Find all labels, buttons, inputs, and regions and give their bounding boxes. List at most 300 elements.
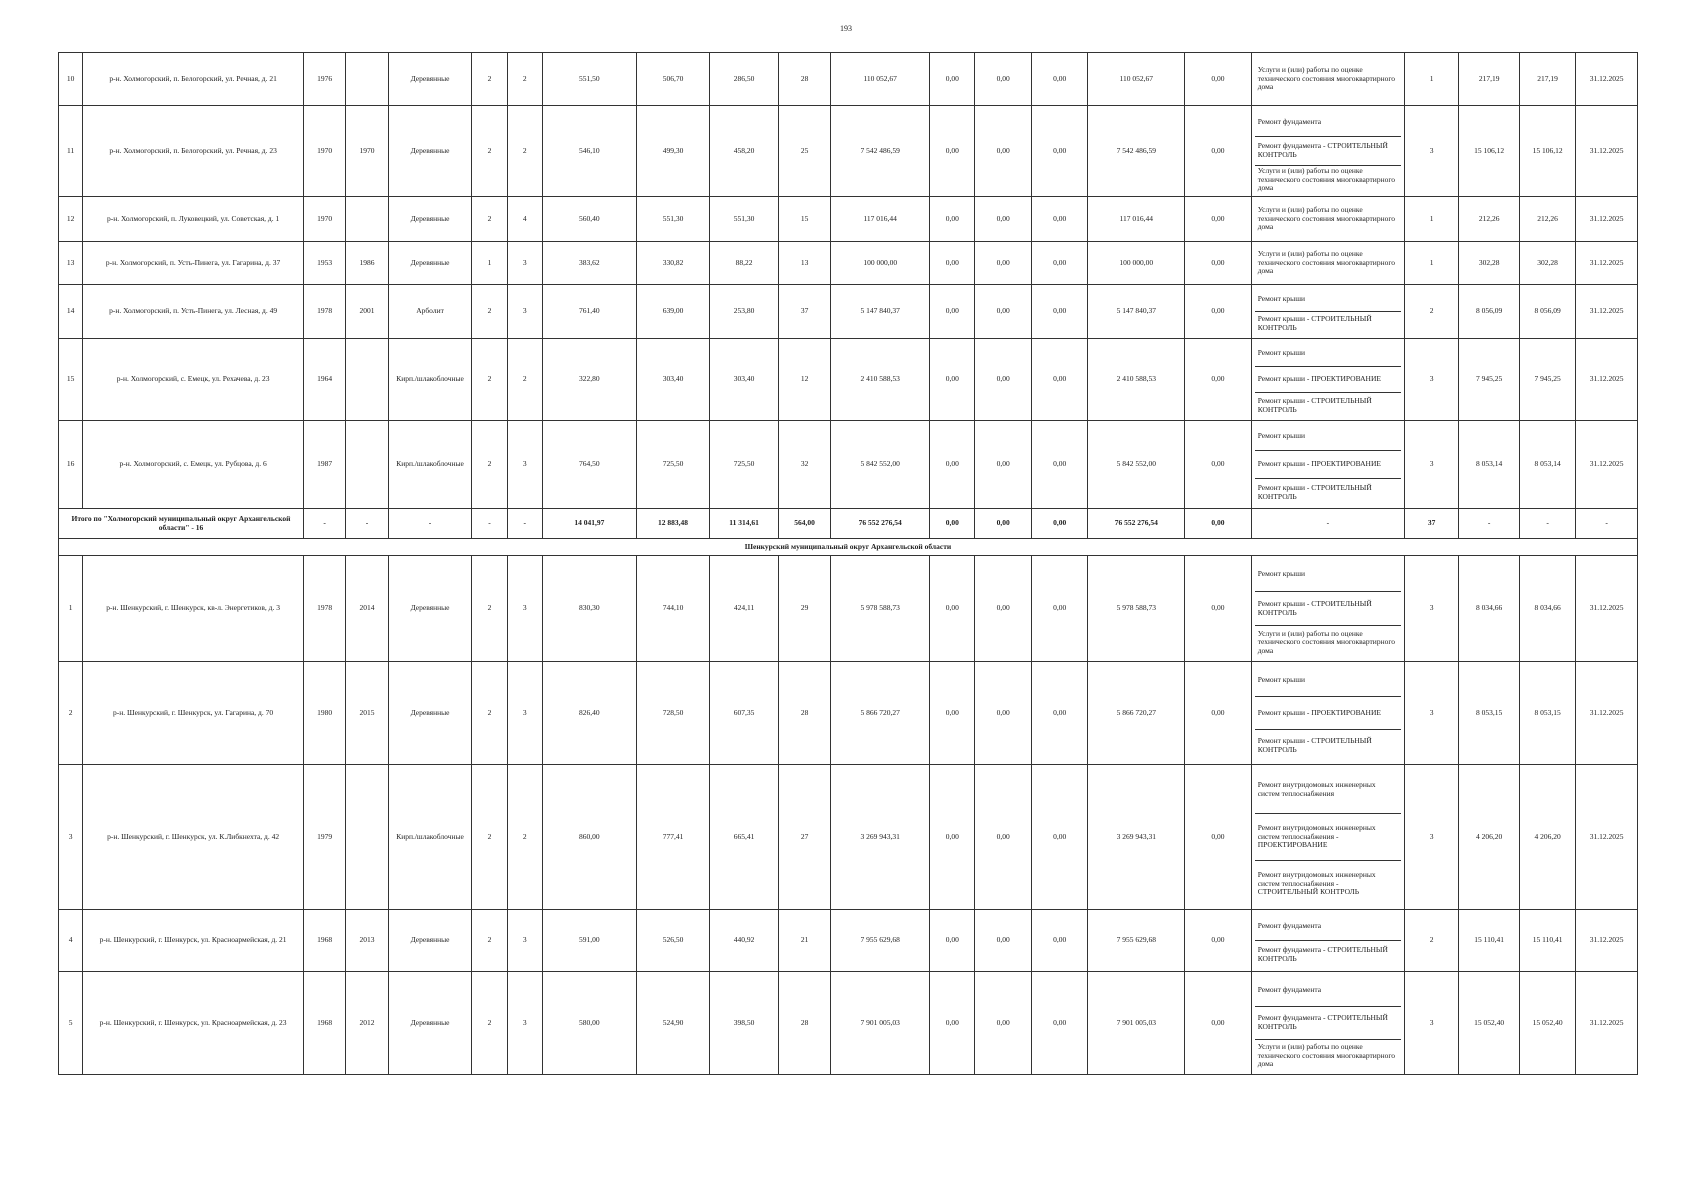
cell-f1: 0,00 (930, 197, 975, 242)
table-row (59, 910, 1638, 972)
cell-date: 31.12.2025 (1576, 339, 1638, 421)
cell-date: 31.12.2025 (1576, 106, 1638, 197)
cell-a2: 524,90 (636, 972, 710, 1075)
cell-uc2: 15 110,41 (1519, 910, 1575, 972)
cell-fund: 7 901 005,03 (1088, 972, 1185, 1075)
cell-date: 31.12.2025 (1576, 556, 1638, 662)
cell-a2: 744,10 (636, 556, 710, 662)
cell-floors: 2 (472, 421, 507, 509)
cell-f5: 0,00 (1185, 662, 1252, 765)
cell-f1: 0,00 (930, 972, 975, 1075)
cell-f5: 0,00 (1185, 53, 1252, 106)
cell-y2: 2014 (346, 556, 388, 662)
cell-a2: 725,50 (636, 421, 710, 509)
cell-y1: 1970 (304, 106, 346, 197)
cell-y2 (346, 339, 388, 421)
cell-a3: 440,92 (710, 910, 779, 972)
work-item: Ремонт крыши - СТРОИТЕЛЬНЫЙ КОНТРОЛЬ (1257, 736, 1372, 754)
cell-f5: 0,00 (1185, 106, 1252, 197)
cell-cnt: 2 (1404, 910, 1458, 972)
work-item: Ремонт крыши (1255, 341, 1401, 367)
cell-y2 (346, 421, 388, 509)
cell-fund: 5 842 552,00 (1088, 421, 1185, 509)
cell-floors: 2 (472, 556, 507, 662)
cell-cnt: 2 (1404, 285, 1458, 339)
cell-address: р-н. Шенкурский, г. Шенкурск, ул. Красноармейская, д. 23 (83, 972, 304, 1075)
cell-n: 3 (59, 765, 83, 910)
table-row (59, 197, 1638, 242)
cell-f3: 0,00 (1031, 765, 1087, 910)
work-item: Ремонт фундамента (1255, 108, 1401, 137)
cell-f1: 0,00 (930, 765, 975, 910)
work-item: Ремонт крыши - ПРОЕКТИРОВАНИЕ (1255, 367, 1401, 393)
work-item: Ремонт крыши (1255, 558, 1401, 592)
cell-a1: 560,40 (542, 197, 636, 242)
capital-repair-table (58, 52, 1638, 1075)
cell-y1: 1970 (304, 197, 346, 242)
table-row (59, 556, 1638, 662)
cell-works (1251, 339, 1404, 421)
total-row: Итого по "Холмогорский муниципальный округ Архангельской области" - 16 - - - - - 14 041,97 12 883,48 11 314,61 564,00 76 552 276,54 0,00 0,00 0,00 76 552 276,54 0,00 - 37 - - - (59, 509, 1638, 539)
cell-n: 1 (59, 556, 83, 662)
cell-a2: 777,41 (636, 765, 710, 910)
cell-people: 28 (778, 972, 830, 1075)
work-item: Ремонт крыши - ПРОЕКТИРОВАНИЕ (1255, 451, 1401, 479)
cell-floors: 2 (472, 662, 507, 765)
cell-uc2: 15 052,40 (1519, 972, 1575, 1075)
cell-a2: 499,30 (636, 106, 710, 197)
work-item: Ремонт крыши - СТРОИТЕЛЬНЫЙ КОНТРОЛЬ (1257, 314, 1372, 332)
work-item: Ремонт внутридомовых инженерных систем теплоснабжения (1255, 767, 1401, 814)
cell-f5: 0,00 (1185, 339, 1252, 421)
cell-a3: 88,22 (710, 242, 779, 285)
cell-f5: 0,00 (1185, 421, 1252, 509)
cell-people: 27 (778, 765, 830, 910)
cell-date: 31.12.2025 (1576, 53, 1638, 106)
cell-cnt: 3 (1404, 106, 1458, 197)
cell-works (1251, 910, 1404, 972)
cell-f5: 0,00 (1185, 285, 1252, 339)
cell-f1: 0,00 (930, 106, 975, 197)
cell-fund: 5 978 588,73 (1088, 556, 1185, 662)
cell-cost: 7 955 629,68 (831, 910, 930, 972)
cell-y1: 1980 (304, 662, 346, 765)
cell-people: 15 (778, 197, 830, 242)
cell-f2: 0,00 (975, 197, 1031, 242)
cell-uc2: 8 034,66 (1519, 556, 1575, 662)
cell-f2: 0,00 (975, 242, 1031, 285)
cell-f5: 0,00 (1185, 972, 1252, 1075)
cell-date: 31.12.2025 (1576, 197, 1638, 242)
cell-address: р-н. Холмогорский, п. Белогорский, ул. Речная, д. 21 (83, 53, 304, 106)
cell-f3: 0,00 (1031, 910, 1087, 972)
cell-n: 16 (59, 421, 83, 509)
cell-n: 11 (59, 106, 83, 197)
cell-cnt: 3 (1404, 556, 1458, 662)
work-item: Ремонт фундамента - СТРОИТЕЛЬНЫЙ КОНТРОЛЬ (1255, 1007, 1401, 1040)
total-cost: 76 552 276,54 (831, 509, 930, 539)
cell-cnt: 1 (1404, 242, 1458, 285)
cell-f1: 0,00 (930, 53, 975, 106)
cell-address: р-н. Холмогорский, с. Емецк, ул. Рехачева, д. 23 (83, 339, 304, 421)
cell-f5: 0,00 (1185, 556, 1252, 662)
cell-cost: 3 269 943,31 (831, 765, 930, 910)
cell-y2: 2013 (346, 910, 388, 972)
cell-y2 (346, 53, 388, 106)
cell-works (1251, 662, 1404, 765)
cell-uc2: 217,19 (1519, 53, 1575, 106)
cell-a1: 860,00 (542, 765, 636, 910)
work-item: Услуги и (или) работы по оценке технического состояния многоквартирного дома (1257, 628, 1395, 655)
cell-y2: 2001 (346, 285, 388, 339)
cell-a3: 253,80 (710, 285, 779, 339)
cell-n: 10 (59, 53, 83, 106)
cell-f1: 0,00 (930, 421, 975, 509)
region-header-row (59, 539, 1638, 556)
cell-address: р-н. Шенкурский, г. Шенкурск, ул. Красноармейская, д. 21 (83, 910, 304, 972)
work-item: Ремонт крыши (1255, 423, 1401, 451)
cell-a1: 383,62 (542, 242, 636, 285)
cell-f2: 0,00 (975, 106, 1031, 197)
cell-date: 31.12.2025 (1576, 910, 1638, 972)
cell-uc2: 8 053,14 (1519, 421, 1575, 509)
cell-a2: 639,00 (636, 285, 710, 339)
cell-a3: 607,35 (710, 662, 779, 765)
cell-f1: 0,00 (930, 339, 975, 421)
cell-f2: 0,00 (975, 339, 1031, 421)
cell-works (1251, 421, 1404, 509)
work-item: Ремонт крыши - СТРОИТЕЛЬНЫЙ КОНТРОЛЬ (1257, 395, 1372, 414)
cell-people: 37 (778, 285, 830, 339)
cell-a1: 591,00 (542, 910, 636, 972)
cell-y1: 1987 (304, 421, 346, 509)
cell-a1: 764,50 (542, 421, 636, 509)
total-area: 14 041,97 (542, 509, 636, 539)
cell-floors: 2 (472, 910, 507, 972)
cell-uc2: 8 053,15 (1519, 662, 1575, 765)
table-row (59, 662, 1638, 765)
cell-works (1251, 53, 1404, 106)
cell-uc1: 217,19 (1459, 53, 1519, 106)
work-item: Услуги и (или) работы по оценке технического состояния многоквартирного дома (1257, 65, 1395, 92)
cell-works (1251, 197, 1404, 242)
table-row (59, 339, 1638, 421)
cell-n: 13 (59, 242, 83, 285)
page-number: 193 (840, 24, 852, 33)
cell-a2: 728,50 (636, 662, 710, 765)
cell-floors: 2 (472, 972, 507, 1075)
cell-f3: 0,00 (1031, 421, 1087, 509)
cell-uc2: 302,28 (1519, 242, 1575, 285)
cell-a1: 830,30 (542, 556, 636, 662)
cell-works (1251, 242, 1404, 285)
cell-floors: 2 (472, 765, 507, 910)
cell-uc2: 7 945,25 (1519, 339, 1575, 421)
table-row (59, 972, 1638, 1075)
table-row (59, 421, 1638, 509)
cell-a1: 826,40 (542, 662, 636, 765)
work-item: Услуги и (или) работы по оценке технического состояния многоквартирного дома (1257, 1042, 1395, 1069)
cell-ent: 2 (507, 106, 542, 197)
cell-n: 5 (59, 972, 83, 1075)
cell-a2: 330,82 (636, 242, 710, 285)
cell-works (1251, 106, 1404, 197)
cell-fund: 117 016,44 (1088, 197, 1185, 242)
cell-material: Арболит (388, 285, 472, 339)
cell-address: р-н. Шенкурский, г. Шенкурск, кв-л. Энергетиков, д. 3 (83, 556, 304, 662)
work-item: Ремонт крыши - СТРОИТЕЛЬНЫЙ КОНТРОЛЬ (1255, 592, 1401, 626)
cell-cost: 100 000,00 (831, 242, 930, 285)
work-item: Услуги и (или) работы по оценке технического состояния многоквартирного дома (1257, 249, 1395, 276)
cell-fund: 7 955 629,68 (1088, 910, 1185, 972)
cell-uc1: 15 110,41 (1459, 910, 1519, 972)
cell-f3: 0,00 (1031, 556, 1087, 662)
cell-cnt: 1 (1404, 53, 1458, 106)
cell-y2: 1986 (346, 242, 388, 285)
cell-ent: 2 (507, 53, 542, 106)
cell-a2: 526,50 (636, 910, 710, 972)
cell-a3: 424,11 (710, 556, 779, 662)
cell-a3: 398,50 (710, 972, 779, 1075)
cell-people: 32 (778, 421, 830, 509)
cell-y1: 1953 (304, 242, 346, 285)
cell-ent: 3 (507, 556, 542, 662)
cell-uc1: 15 052,40 (1459, 972, 1519, 1075)
cell-f2: 0,00 (975, 765, 1031, 910)
cell-floors: 2 (472, 339, 507, 421)
work-item: Ремонт фундамента - СТРОИТЕЛЬНЫЙ КОНТРОЛЬ (1255, 137, 1401, 166)
cell-uc1: 302,28 (1459, 242, 1519, 285)
cell-y1: 1978 (304, 285, 346, 339)
cell-uc1: 212,26 (1459, 197, 1519, 242)
work-item: Ремонт крыши - СТРОИТЕЛЬНЫЙ КОНТРОЛЬ (1257, 482, 1372, 501)
cell-n: 2 (59, 662, 83, 765)
cell-y1: 1976 (304, 53, 346, 106)
cell-cost: 5 842 552,00 (831, 421, 930, 509)
work-item: Услуги и (или) работы по оценке технического состояния многоквартирного дома (1257, 205, 1395, 232)
cell-material: Кирп./шлакоблочные (388, 765, 472, 910)
table-row (59, 53, 1638, 106)
cell-a1: 322,80 (542, 339, 636, 421)
cell-material: Деревянные (388, 556, 472, 662)
cell-uc2: 4 206,20 (1519, 765, 1575, 910)
table-row (59, 285, 1638, 339)
cell-f3: 0,00 (1031, 197, 1087, 242)
cell-cost: 117 016,44 (831, 197, 930, 242)
cell-a3: 725,50 (710, 421, 779, 509)
cell-floors: 2 (472, 197, 507, 242)
cell-date: 31.12.2025 (1576, 972, 1638, 1075)
cell-address: р-н. Холмогорский, п. Усть-Пинега, ул. Лесная, д. 49 (83, 285, 304, 339)
cell-address: р-н. Шенкурский, г. Шенкурск, ул. К.Либкнехта, д. 42 (83, 765, 304, 910)
cell-floors: 2 (472, 53, 507, 106)
cell-a3: 303,40 (710, 339, 779, 421)
cell-n: 14 (59, 285, 83, 339)
total-count: 37 (1404, 509, 1458, 539)
cell-floors: 2 (472, 106, 507, 197)
cell-y1: 1978 (304, 556, 346, 662)
cell-material: Кирп./шлакоблочные (388, 421, 472, 509)
cell-fund: 5 147 840,37 (1088, 285, 1185, 339)
cell-material: Деревянные (388, 972, 472, 1075)
cell-date: 31.12.2025 (1576, 242, 1638, 285)
cell-f3: 0,00 (1031, 339, 1087, 421)
work-item: Ремонт фундамента (1255, 912, 1401, 941)
cell-ent: 3 (507, 910, 542, 972)
cell-a3: 286,50 (710, 53, 779, 106)
cell-uc1: 8 053,14 (1459, 421, 1519, 509)
work-item: Ремонт фундамента - СТРОИТЕЛЬНЫЙ КОНТРОЛЬ (1257, 945, 1388, 963)
cell-f3: 0,00 (1031, 53, 1087, 106)
cell-fund: 100 000,00 (1088, 242, 1185, 285)
cell-uc1: 4 206,20 (1459, 765, 1519, 910)
cell-f2: 0,00 (975, 421, 1031, 509)
cell-a2: 303,40 (636, 339, 710, 421)
cell-cost: 5 978 588,73 (831, 556, 930, 662)
cell-fund: 3 269 943,31 (1088, 765, 1185, 910)
cell-cnt: 3 (1404, 421, 1458, 509)
cell-uc1: 7 945,25 (1459, 339, 1519, 421)
cell-f5: 0,00 (1185, 765, 1252, 910)
cell-works (1251, 972, 1404, 1075)
cell-ent: 3 (507, 242, 542, 285)
cell-f2: 0,00 (975, 53, 1031, 106)
cell-people: 28 (778, 662, 830, 765)
cell-material: Деревянные (388, 53, 472, 106)
cell-address: р-н. Шенкурский, г. Шенкурск, ул. Гагарина, д. 70 (83, 662, 304, 765)
cell-material: Деревянные (388, 662, 472, 765)
cell-cnt: 3 (1404, 339, 1458, 421)
cell-ent: 3 (507, 285, 542, 339)
cell-f3: 0,00 (1031, 242, 1087, 285)
cell-a1: 546,10 (542, 106, 636, 197)
cell-f2: 0,00 (975, 285, 1031, 339)
cell-a1: 580,00 (542, 972, 636, 1075)
cell-f2: 0,00 (975, 910, 1031, 972)
cell-a2: 551,30 (636, 197, 710, 242)
cell-y1: 1968 (304, 910, 346, 972)
cell-people: 28 (778, 53, 830, 106)
cell-date: 31.12.2025 (1576, 421, 1638, 509)
cell-f5: 0,00 (1185, 910, 1252, 972)
cell-fund: 7 542 486,59 (1088, 106, 1185, 197)
cell-date: 31.12.2025 (1576, 285, 1638, 339)
cell-a3: 665,41 (710, 765, 779, 910)
cell-cost: 7 901 005,03 (831, 972, 930, 1075)
cell-f3: 0,00 (1031, 106, 1087, 197)
cell-uc2: 212,26 (1519, 197, 1575, 242)
cell-material: Деревянные (388, 910, 472, 972)
cell-f2: 0,00 (975, 662, 1031, 765)
cell-f1: 0,00 (930, 662, 975, 765)
cell-ent: 4 (507, 197, 542, 242)
cell-a1: 551,50 (542, 53, 636, 106)
work-item: Ремонт внутридомовых инженерных систем теплоснабжения - ПРОЕКТИРОВАНИЕ (1255, 814, 1401, 861)
cell-ent: 3 (507, 972, 542, 1075)
cell-cost: 7 542 486,59 (831, 106, 930, 197)
cell-f5: 0,00 (1185, 242, 1252, 285)
cell-people: 13 (778, 242, 830, 285)
cell-a3: 551,30 (710, 197, 779, 242)
cell-f3: 0,00 (1031, 285, 1087, 339)
cell-people: 21 (778, 910, 830, 972)
work-item: Ремонт крыши (1255, 664, 1401, 697)
cell-uc2: 15 106,12 (1519, 106, 1575, 197)
cell-fund: 110 052,67 (1088, 53, 1185, 106)
table-row (59, 242, 1638, 285)
work-item: Услуги и (или) работы по оценке технического состояния многоквартирного дома (1257, 166, 1395, 193)
cell-address: р-н. Холмогорский, п. Луковецкий, ул. Советская, д. 1 (83, 197, 304, 242)
cell-date: 31.12.2025 (1576, 765, 1638, 910)
cell-y2: 2012 (346, 972, 388, 1075)
cell-f1: 0,00 (930, 242, 975, 285)
cell-cost: 5 147 840,37 (831, 285, 930, 339)
cell-n: 12 (59, 197, 83, 242)
cell-cost: 5 866 720,27 (831, 662, 930, 765)
cell-y2: 1970 (346, 106, 388, 197)
cell-ent: 3 (507, 662, 542, 765)
cell-ent: 2 (507, 765, 542, 910)
cell-material: Деревянные (388, 197, 472, 242)
cell-y2 (346, 765, 388, 910)
cell-people: 29 (778, 556, 830, 662)
cell-address: р-н. Холмогорский, п. Белогорский, ул. Речная, д. 23 (83, 106, 304, 197)
total-label: Итого по "Холмогорский муниципальный округ Архангельской области" - 16 (59, 509, 304, 539)
cell-floors: 2 (472, 285, 507, 339)
cell-n: 4 (59, 910, 83, 972)
cell-floors: 1 (472, 242, 507, 285)
cell-f3: 0,00 (1031, 662, 1087, 765)
cell-material: Кирп./шлакоблочные (388, 339, 472, 421)
cell-a2: 506,70 (636, 53, 710, 106)
cell-f1: 0,00 (930, 910, 975, 972)
cell-f1: 0,00 (930, 285, 975, 339)
cell-n: 15 (59, 339, 83, 421)
cell-people: 25 (778, 106, 830, 197)
cell-fund: 5 866 720,27 (1088, 662, 1185, 765)
cell-y2: 2015 (346, 662, 388, 765)
cell-y1: 1979 (304, 765, 346, 910)
work-item: Ремонт внутридомовых инженерных систем теплоснабжения - СТРОИТЕЛЬНЫЙ КОНТРОЛЬ (1257, 870, 1376, 897)
cell-uc1: 15 106,12 (1459, 106, 1519, 197)
cell-works (1251, 556, 1404, 662)
cell-f2: 0,00 (975, 972, 1031, 1075)
cell-f5: 0,00 (1185, 197, 1252, 242)
cell-works (1251, 765, 1404, 910)
cell-a1: 761,40 (542, 285, 636, 339)
cell-fund: 2 410 588,53 (1088, 339, 1185, 421)
cell-y1: 1968 (304, 972, 346, 1075)
cell-f1: 0,00 (930, 556, 975, 662)
work-item: Ремонт крыши (1255, 287, 1401, 312)
cell-date: 31.12.2025 (1576, 662, 1638, 765)
cell-cost: 2 410 588,53 (831, 339, 930, 421)
cell-address: р-н. Холмогорский, п. Усть-Пинега, ул. Гагарина, д. 37 (83, 242, 304, 285)
table-row (59, 106, 1638, 197)
cell-uc1: 8 053,15 (1459, 662, 1519, 765)
cell-works (1251, 285, 1404, 339)
cell-uc1: 8 034,66 (1459, 556, 1519, 662)
cell-ent: 3 (507, 421, 542, 509)
cell-ent: 2 (507, 339, 542, 421)
cell-cnt: 3 (1404, 972, 1458, 1075)
cell-f3: 0,00 (1031, 972, 1087, 1075)
cell-a3: 458,20 (710, 106, 779, 197)
cell-people: 12 (778, 339, 830, 421)
cell-material: Деревянные (388, 242, 472, 285)
cell-address: р-н. Холмогорский, с. Емецк, ул. Рубцова, д. 6 (83, 421, 304, 509)
cell-cnt: 3 (1404, 662, 1458, 765)
